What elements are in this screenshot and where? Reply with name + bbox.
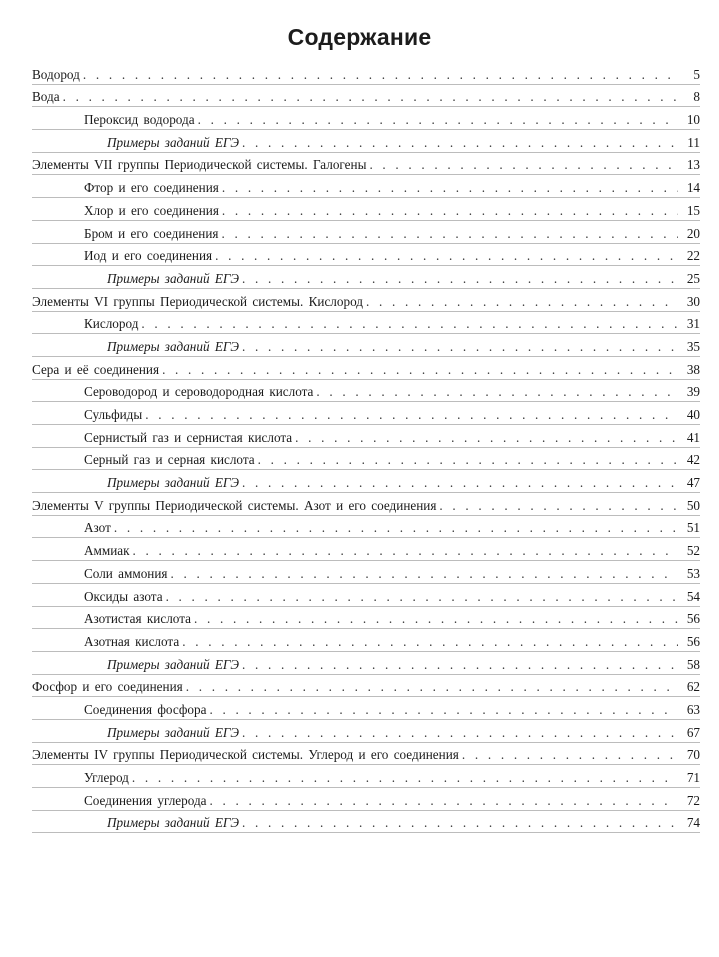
toc-entry-line bbox=[32, 294, 700, 309]
toc-entry-label: Иод и его соединения bbox=[84, 248, 213, 264]
toc-entry-label: Углерод bbox=[84, 770, 129, 785]
toc-entry-label: Аммиак bbox=[84, 543, 130, 559]
dot-leader bbox=[182, 634, 678, 649]
toc-entry-exam-examples[interactable] bbox=[32, 720, 700, 743]
toc-entry-section[interactable] bbox=[32, 85, 700, 108]
toc-entry-page-number: 74 bbox=[686, 815, 700, 831]
dot-leader bbox=[242, 271, 678, 286]
toc-entry-subsection[interactable] bbox=[32, 244, 700, 267]
toc-entry-label: Фтор и его соединения bbox=[84, 180, 219, 196]
toc-entry-label: Примеры заданий ЕГЭ bbox=[107, 338, 240, 354]
toc-entry-label: Бром и его соединения bbox=[84, 225, 219, 241]
page-title: Содержание bbox=[287, 24, 432, 50]
toc-entry-line bbox=[32, 339, 700, 354]
toc-entry-subsection[interactable] bbox=[32, 380, 700, 403]
dot-leader bbox=[222, 180, 678, 195]
toc-entry-page-number: 42 bbox=[686, 452, 700, 468]
toc-entry-label: Примеры заданий ЕГЭ bbox=[107, 815, 240, 831]
dot-leader bbox=[242, 815, 678, 830]
toc-entry-page-number: 35 bbox=[686, 338, 700, 354]
toc-entry-page-number: 51 bbox=[686, 520, 700, 536]
toc-entry-subsection[interactable] bbox=[32, 584, 700, 607]
toc-entry-page-number: 40 bbox=[686, 407, 700, 422]
toc-entry-subsection[interactable] bbox=[32, 561, 700, 584]
toc-entry-label: Примеры заданий ЕГЭ bbox=[107, 134, 240, 150]
toc-entry-line bbox=[32, 725, 700, 740]
dot-leader bbox=[141, 316, 678, 331]
toc-entry-line bbox=[32, 316, 700, 331]
toc-entry-exam-examples[interactable] bbox=[32, 470, 700, 493]
toc-entry-exam-examples[interactable] bbox=[32, 334, 700, 357]
dot-leader bbox=[316, 384, 678, 399]
toc-entry-line bbox=[32, 430, 700, 445]
toc-entry-page-number: 14 bbox=[686, 180, 700, 196]
toc-entry-page-number: 53 bbox=[686, 565, 700, 581]
toc-entry-subsection[interactable] bbox=[32, 221, 700, 244]
toc-entry-page-number: 15 bbox=[686, 202, 700, 218]
toc-entry-label: Примеры заданий ЕГЭ bbox=[107, 724, 240, 740]
toc-entry-line bbox=[32, 135, 700, 150]
toc-entry-label: Элементы VII группы Периодической системы. Галогены bbox=[32, 157, 367, 173]
toc-entry-line bbox=[32, 679, 700, 694]
toc-entry-line bbox=[32, 89, 700, 104]
dot-leader bbox=[366, 294, 678, 309]
toc-entry-label: Вода bbox=[32, 89, 60, 105]
toc-entry-line bbox=[32, 180, 700, 195]
toc-entry-line bbox=[32, 203, 700, 218]
toc-entry-subsection[interactable] bbox=[32, 107, 700, 130]
toc-entry-line bbox=[32, 475, 700, 490]
toc-entry-label: Соли аммония bbox=[84, 565, 168, 581]
toc-entry-line bbox=[32, 543, 700, 558]
dot-leader bbox=[194, 611, 678, 626]
toc-entry-line bbox=[32, 520, 700, 535]
toc-entry-line bbox=[32, 384, 700, 399]
toc-entry-page-number: 50 bbox=[686, 497, 700, 513]
toc-entry-label: Пероксид водорода bbox=[84, 112, 195, 128]
toc-entry-label: Кислород bbox=[84, 316, 139, 332]
toc-entry-section[interactable] bbox=[32, 493, 700, 516]
toc-entry-label: Серный газ и серная кислота bbox=[84, 452, 255, 468]
toc-entry-section[interactable] bbox=[32, 357, 700, 380]
toc-entry-exam-examples[interactable] bbox=[32, 652, 700, 675]
toc-entry-page-number: 39 bbox=[686, 384, 700, 400]
toc-entry-page-number: 22 bbox=[686, 248, 700, 264]
toc-entry-label: Элементы V группы Периодической системы. Азот и его соединения bbox=[32, 497, 437, 513]
toc-entry-subsection[interactable] bbox=[32, 175, 700, 198]
dot-leader bbox=[242, 339, 678, 354]
dot-leader bbox=[162, 362, 678, 377]
toc-entry-line bbox=[32, 248, 700, 263]
dot-leader bbox=[166, 589, 678, 604]
toc-entry-line bbox=[32, 67, 700, 82]
toc-entry-label: Элементы IV группы Периодической системы. Углерод и его соединения bbox=[32, 747, 459, 763]
toc-entry-page-number: 11 bbox=[687, 134, 700, 150]
toc-entry-page-number: 41 bbox=[686, 429, 700, 445]
toc-entry-page-number: 71 bbox=[686, 770, 700, 785]
toc-entry-section[interactable] bbox=[32, 675, 700, 698]
dot-leader bbox=[439, 498, 678, 513]
toc-entry-page-number: 47 bbox=[686, 475, 700, 491]
toc-entry-page-number: 38 bbox=[686, 361, 700, 377]
toc-entry-page-number: 72 bbox=[686, 792, 700, 808]
toc-entry-label: Хлор и его соединения bbox=[84, 202, 219, 218]
dot-leader bbox=[209, 702, 678, 717]
toc-entry-subsection[interactable] bbox=[32, 629, 700, 652]
toc-entry-line bbox=[32, 747, 700, 762]
toc-entry-line bbox=[32, 702, 700, 717]
dot-leader bbox=[210, 793, 678, 808]
dot-leader bbox=[63, 89, 678, 104]
dot-leader bbox=[132, 770, 678, 785]
toc-entry-page-number: 25 bbox=[686, 270, 700, 286]
toc-entry-line bbox=[32, 634, 700, 649]
toc-entry-line bbox=[32, 226, 700, 241]
toc-entry-page-number: 62 bbox=[686, 679, 700, 695]
toc-entry-page-number: 10 bbox=[686, 112, 700, 128]
toc-entry-page-number: 63 bbox=[686, 701, 700, 717]
toc-entry-label: Примеры заданий ЕГЭ bbox=[107, 475, 240, 491]
toc-entry-subsection[interactable] bbox=[32, 425, 700, 448]
dot-leader bbox=[462, 747, 678, 762]
toc-entry-label: Примеры заданий ЕГЭ bbox=[107, 656, 240, 672]
dot-leader bbox=[242, 725, 678, 740]
toc-entry-subsection[interactable] bbox=[32, 402, 700, 425]
toc-entry-line bbox=[32, 452, 700, 467]
toc-entry-line bbox=[32, 498, 700, 513]
toc-entry-page-number: 54 bbox=[686, 588, 700, 604]
dot-leader bbox=[222, 203, 678, 218]
toc-entry-exam-examples[interactable] bbox=[32, 130, 700, 153]
toc-entry-label: Сернистый газ и сернистая кислота bbox=[84, 429, 293, 445]
dot-leader bbox=[242, 135, 678, 150]
dot-leader bbox=[186, 679, 678, 694]
toc-entry-section[interactable] bbox=[32, 743, 700, 766]
toc-entry-line bbox=[32, 793, 700, 808]
toc-entry-label: Оксиды азота bbox=[84, 588, 163, 604]
dot-leader bbox=[242, 475, 678, 490]
toc-entry-page-number: 52 bbox=[686, 543, 700, 559]
toc-entry-page-number: 30 bbox=[686, 293, 700, 309]
toc-entry-subsection[interactable] bbox=[32, 198, 700, 221]
toc-entry-label: Сероводород и сероводородная кислота bbox=[84, 384, 314, 400]
dot-leader bbox=[170, 566, 678, 581]
toc-entry-exam-examples[interactable] bbox=[32, 811, 700, 834]
toc-entry-subsection[interactable] bbox=[32, 607, 700, 630]
toc-entry-exam-examples[interactable] bbox=[32, 266, 700, 289]
toc-entry-label: Сульфиды bbox=[84, 407, 143, 422]
toc-entry-subsection[interactable] bbox=[32, 788, 700, 811]
toc-entry-page-number: 70 bbox=[686, 747, 700, 763]
toc-entry-line bbox=[32, 407, 700, 422]
toc-entry-line bbox=[32, 657, 700, 672]
table-of-contents bbox=[32, 62, 700, 833]
toc-entry-page-number: 56 bbox=[686, 633, 700, 649]
toc-entry-label: Азот bbox=[84, 520, 111, 536]
toc-entry-line bbox=[32, 112, 700, 127]
toc-entry-page-number: 31 bbox=[686, 316, 700, 332]
toc-entry-label: Азотная кислота bbox=[84, 633, 180, 649]
toc-entry-page-number: 58 bbox=[686, 656, 700, 672]
dot-leader bbox=[369, 157, 678, 172]
toc-entry-subsection[interactable] bbox=[32, 538, 700, 561]
toc-entry-page-number: 13 bbox=[686, 157, 700, 173]
toc-entry-label: Сера и её соединения bbox=[32, 361, 160, 377]
dot-leader bbox=[215, 248, 678, 263]
toc-entry-page-number: 8 bbox=[693, 89, 700, 105]
toc-entry-label: Фосфор и его соединения bbox=[32, 679, 183, 695]
toc-entry-label: Элементы VI группы Периодической системы. Кислород bbox=[32, 293, 363, 309]
toc-entry-subsection[interactable] bbox=[32, 765, 700, 788]
toc-entry-page-number: 56 bbox=[686, 611, 700, 627]
dot-leader bbox=[145, 407, 678, 422]
toc-entry-label: Соединения фосфора bbox=[84, 701, 207, 717]
toc-entry-page-number: 20 bbox=[686, 225, 700, 241]
toc-entry-label: Водород bbox=[32, 66, 80, 82]
toc-entry-label: Соединения углерода bbox=[84, 792, 207, 808]
dot-leader bbox=[83, 67, 678, 82]
dot-leader bbox=[258, 452, 678, 467]
toc-entry-section[interactable] bbox=[32, 62, 700, 85]
toc-entry-page-number: 5 bbox=[693, 66, 700, 82]
toc-entry-subsection[interactable] bbox=[32, 516, 700, 539]
toc-entry-section[interactable] bbox=[32, 153, 700, 176]
dot-leader bbox=[114, 520, 678, 535]
toc-entry-line bbox=[32, 157, 700, 172]
toc-entry-subsection[interactable] bbox=[32, 312, 700, 335]
toc-entry-line bbox=[32, 611, 700, 626]
toc-entry-subsection[interactable] bbox=[32, 448, 700, 471]
toc-entry-subsection[interactable] bbox=[32, 697, 700, 720]
toc-entry-line bbox=[32, 589, 700, 604]
toc-entry-line bbox=[32, 566, 700, 581]
toc-entry-line bbox=[32, 362, 700, 377]
toc-entry-page-number: 67 bbox=[686, 724, 700, 740]
toc-entry-label: Азотистая кислота bbox=[84, 611, 191, 627]
dot-leader bbox=[198, 112, 678, 127]
toc-entry-label: Примеры заданий ЕГЭ bbox=[107, 270, 240, 286]
toc-entry-line bbox=[32, 271, 700, 286]
dot-leader bbox=[221, 226, 678, 241]
dot-leader bbox=[295, 430, 678, 445]
toc-entry-line bbox=[32, 770, 700, 785]
toc-entry-section[interactable] bbox=[32, 289, 700, 312]
dot-leader bbox=[242, 657, 678, 672]
toc-entry-line bbox=[32, 815, 700, 830]
dot-leader bbox=[133, 543, 678, 558]
